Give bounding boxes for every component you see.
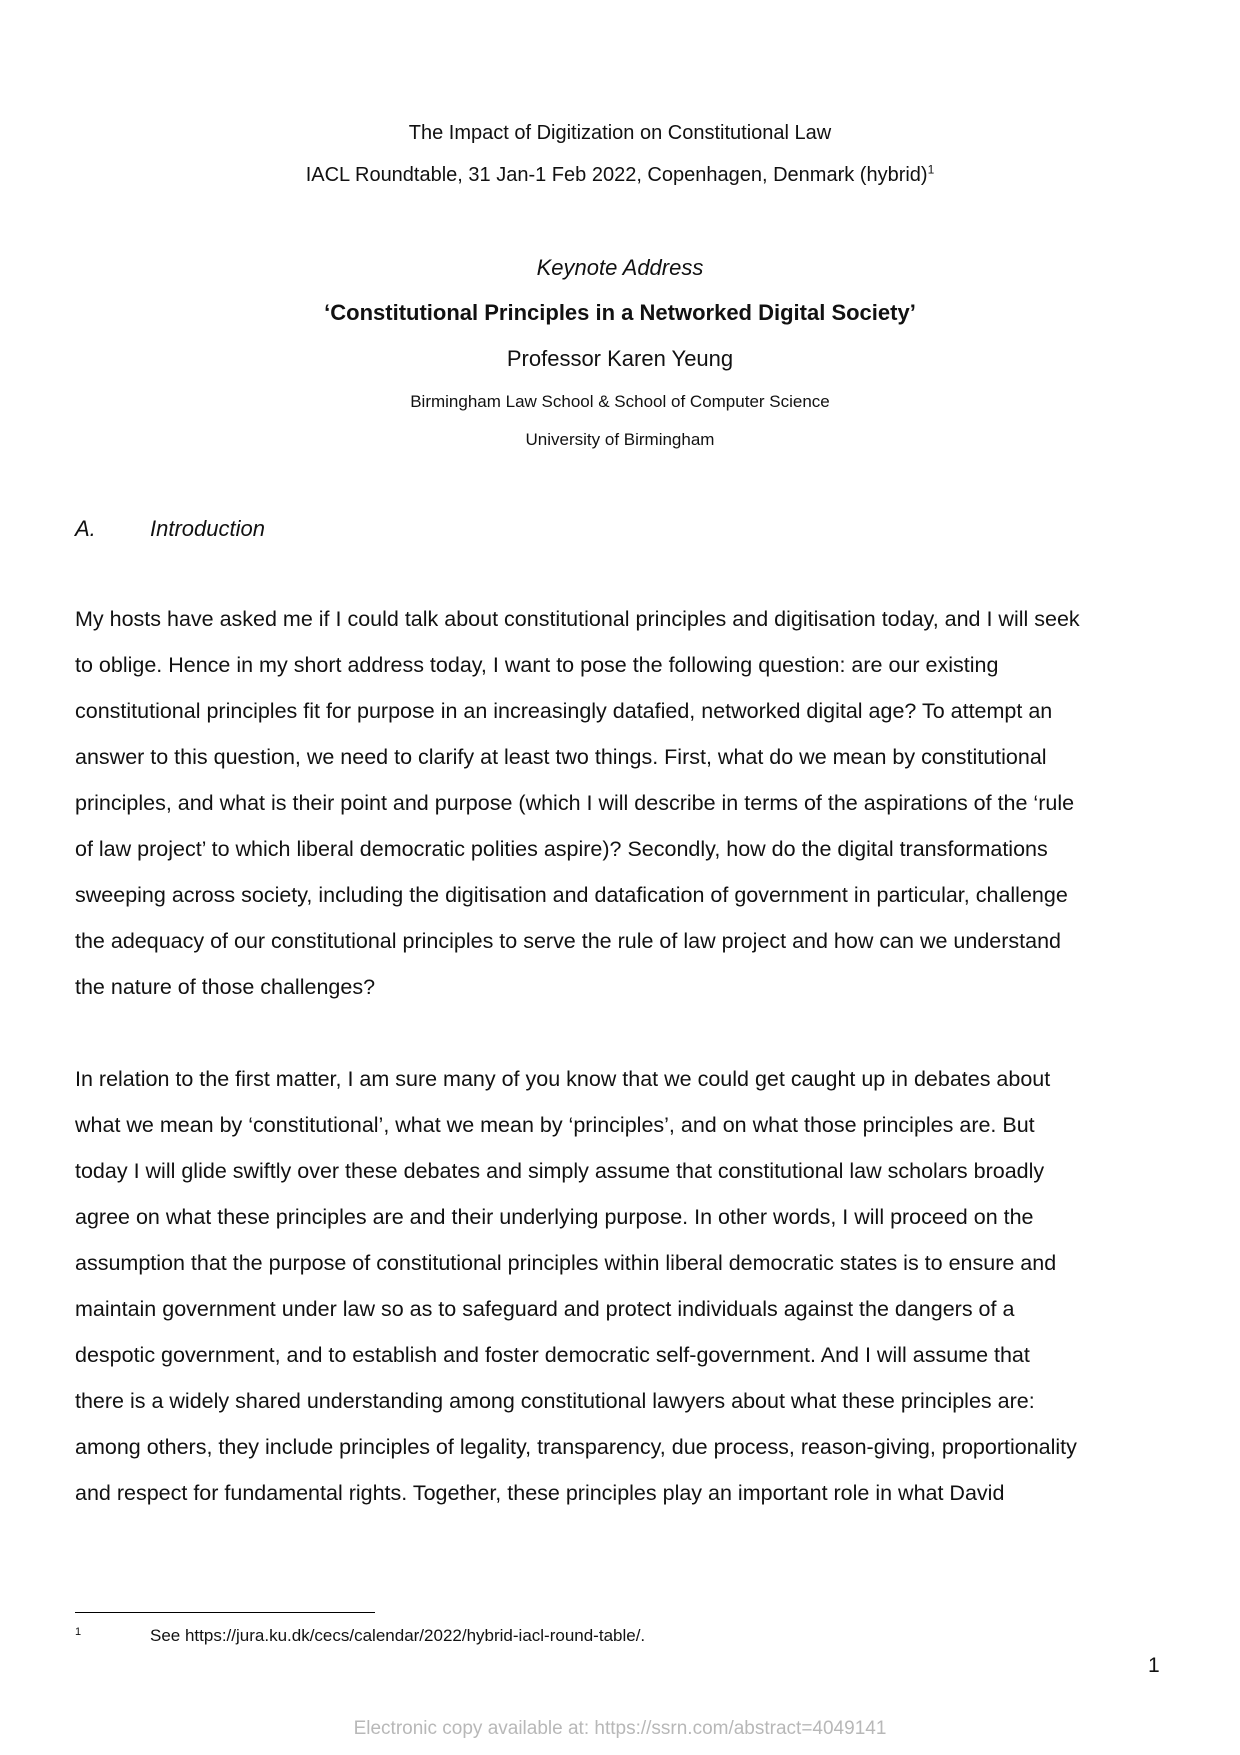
text-line: In relation to the first matter, I am sure many of you know that we could get caught up in debates about <box>75 1067 1051 1091</box>
section-heading <box>75 516 265 542</box>
text-line: of law project’ to which liberal democratic polities aspire)? Secondly, how do the digital transformations <box>75 837 1048 861</box>
paragraph-1 <box>75 596 1165 1010</box>
text-line: maintain government under law so as to safeguard and protect individuals against the dangers of a <box>75 1297 1015 1321</box>
text-line: and respect for fundamental rights. Together, these principles play an important role in what David <box>75 1481 1005 1505</box>
section-number: A. <box>75 516 96 541</box>
conference-details-text: IACL Roundtable, 31 Jan-1 Feb 2022, Copenhagen, Denmark (hybrid) <box>305 164 928 186</box>
text-line: despotic government, and to establish and foster democratic self-government. And I will assume that <box>75 1343 1030 1367</box>
section-title: Introduction <box>150 516 265 541</box>
footnote-separator <box>75 1612 375 1613</box>
text-line: principles, and what is their point and purpose (which I will describe in terms of the aspirations of the ‘rule <box>75 791 1075 815</box>
text-line: today I will glide swiftly over these debates and simply assume that constitutional law scholars broadly <box>75 1159 1045 1183</box>
text-line: to oblige. Hence in my short address today, I want to pose the following question: are our existing <box>75 653 999 677</box>
text-line: My hosts have asked me if I could talk about constitutional principles and digitisation today, and I will seek <box>75 607 1080 631</box>
address-title: ‘Constitutional Principles in a Networked Digital Society’ <box>324 300 916 325</box>
page-number: 1 <box>1148 1654 1160 1677</box>
text-line: sweeping across society, including the digitisation and datafication of government in particular, challenge <box>75 883 1068 907</box>
conference-details <box>0 164 1240 187</box>
text-line: the adequacy of our constitutional principles to serve the rule of law project and how can we understand <box>75 929 1062 953</box>
affiliation-school: Birmingham Law School & School of Computer Science <box>410 392 830 411</box>
footnote-text[interactable]: See https://jura.ku.dk/cecs/calendar/2022/hybrid-iacl-round-table/. <box>150 1626 646 1645</box>
text-line: what we mean by ‘constitutional’, what we mean by ‘principles’, and on what those principles are. But <box>75 1113 1035 1137</box>
conference-title: The Impact of Digitization on Constitutional Law <box>408 122 832 144</box>
text-line: assumption that the purpose of constitutional principles within liberal democratic states is to ensure and <box>75 1251 1057 1275</box>
footnote-reference[interactable]: 1 <box>927 162 935 177</box>
text-line: there is a widely shared understanding among constitutional lawyers about what these principles are: <box>75 1389 1035 1413</box>
footnote-number: 1 <box>75 1626 82 1638</box>
author-name: Professor Karen Yeung <box>506 346 734 371</box>
footnote <box>75 1626 645 1646</box>
address-kind: Keynote Address <box>536 255 704 280</box>
affiliation-university: University of Birmingham <box>525 430 715 449</box>
paragraph-2 <box>75 1056 1165 1516</box>
text-line: answer to this question, we need to clarify at least two things. First, what do we mean by constitutional <box>75 745 1047 769</box>
text-line: among others, they include principles of legality, transparency, due process, reason-giving, proportionality <box>75 1435 1077 1459</box>
ssrn-notice[interactable]: Electronic copy available at: https://ssrn.com/abstract=4049141 <box>353 1718 887 1739</box>
text-line: the nature of those challenges? <box>75 975 376 999</box>
text-line: agree on what these principles are and their underlying purpose. In other words, I will proceed on the <box>75 1205 1034 1229</box>
text-line: constitutional principles fit for purpose in an increasingly datafied, networked digital age? To attempt an <box>75 699 1053 723</box>
